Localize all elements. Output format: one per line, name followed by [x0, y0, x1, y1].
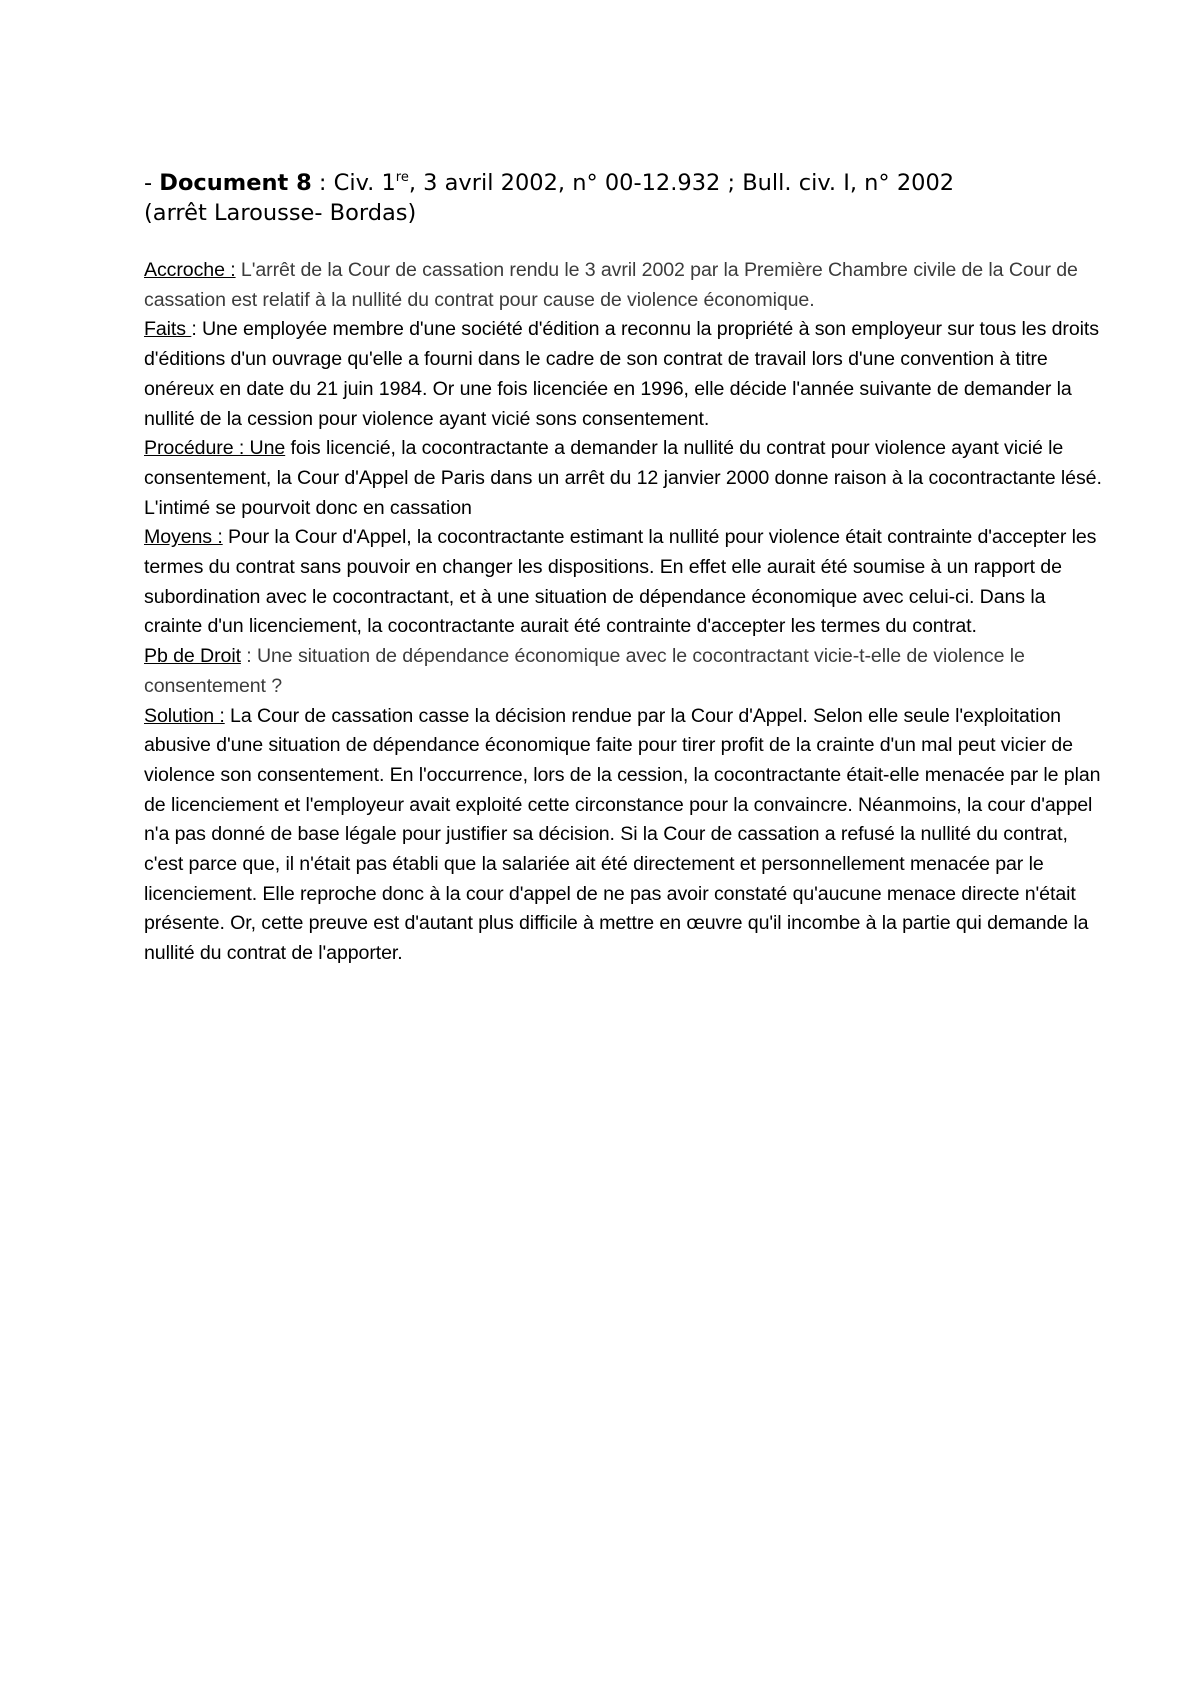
section-accroche	[144, 256, 1104, 315]
section-text-solution: La Cour de cassation casse la décision rendue par la Cour d'Appel. Selon elle seule l'exploitation abusive d'une situation de dépendance économique faite pour tirer profit de la crainte d'un mal peut vicier de violence son consentement. En l'occurrence, lors de la cession, la cocontractante était-elle menacée par le plan de licenciement et l'employeur avait exploité cette circonstance pour la convaincre. Néanmoins, la cour d'appel n'a pas donné de base légale pour justifier sa décision. Si la Cour de cassation a refusé la nullité du contrat, c'est parce que, il n'était pas établi que la salariée ait été directement et personnellement menacée par le licenciement. Elle reproche donc à la cour d'appel de ne pas avoir constaté qu'aucune menace directe n'était présente. Or, cette preuve est d'autant plus difficile à mettre en œuvre qu'il incombe à la partie qui demande la nullité du contrat de l'apporter.	[144, 704, 1101, 965]
heading-superscript: re	[395, 170, 409, 185]
heading-document-number: Document 8	[159, 170, 312, 196]
section-label-faits: Faits	[144, 318, 192, 341]
section-label-procedure: Procédure : Une	[144, 437, 286, 460]
heading-citation-part1: : Civ. 1	[311, 170, 396, 196]
section-faits	[144, 315, 1104, 434]
heading-line-1	[144, 168, 1084, 198]
section-pb-de-droit	[144, 642, 1104, 701]
section-text-accroche: L'arrêt de la Cour de cassation rendu le 3 avril 2002 par la Première Chambre civile de la Cour de cassation est relatif à la nullité du contrat pour cause de violence économique.	[144, 259, 1078, 311]
section-label-solution: Solution :	[144, 704, 225, 727]
section-label-accroche: Accroche :	[144, 259, 236, 281]
heading-prefix: -	[144, 170, 160, 196]
section-label-pb-de-droit: Pb de Droit	[144, 645, 241, 668]
section-procedure	[144, 434, 1104, 523]
heading-citation-part2: , 3 avril 2002, n° 00-12.932 ; Bull. civ. I, n° 2002	[408, 170, 955, 196]
section-label-moyens: Moyens :	[144, 526, 223, 549]
heading-line-2: (arrêt Larousse- Bordas)	[144, 200, 417, 226]
section-text-pb-de-droit: : Une situation de dépendance économique avec le cocontractant vicie-t-elle de violence le consentement ?	[144, 645, 1025, 697]
section-text-moyens: Pour la Cour d'Appel, la cocontractante estimant la nullité pour violence était contrainte d'accepter les termes du contrat sans pouvoir en changer les dispositions. En effet elle aurait été soumise à un rapport de subordination avec le cocontractant, et à une situation de dépendance économique avec celui-ci. Dans la crainte d'un licenciement, la cocontractante aurait été contrainte d'accepter les termes du contrat.	[144, 526, 1097, 638]
section-moyens	[144, 523, 1104, 642]
document-heading	[144, 168, 1084, 228]
section-text-faits: : Une employée membre d'une société d'édition a reconnu la propriété à son employeur sur tous les droits d'éditions d'un ouvrage qu'elle a fourni dans le cadre de son contrat de travail lors d'une convention à titre onéreux en date du 21 juin 1984. Or une fois licenciée en 1996, elle décide l'année suivante de demander la nullité de la cession pour violence ayant vicié sons consentement.	[144, 318, 1099, 430]
section-text-procedure: fois licencié, la cocontractante a demander la nullité du contrat pour violence ayant vicié le consentement, la Cour d'Appel de Paris dans un arrêt du 12 janvier 2000 donne raison à la cocontractante lésé. L'intimé se pourvoit donc en cassation	[144, 437, 1102, 519]
document-body	[144, 256, 1104, 969]
section-solution	[144, 702, 1104, 969]
